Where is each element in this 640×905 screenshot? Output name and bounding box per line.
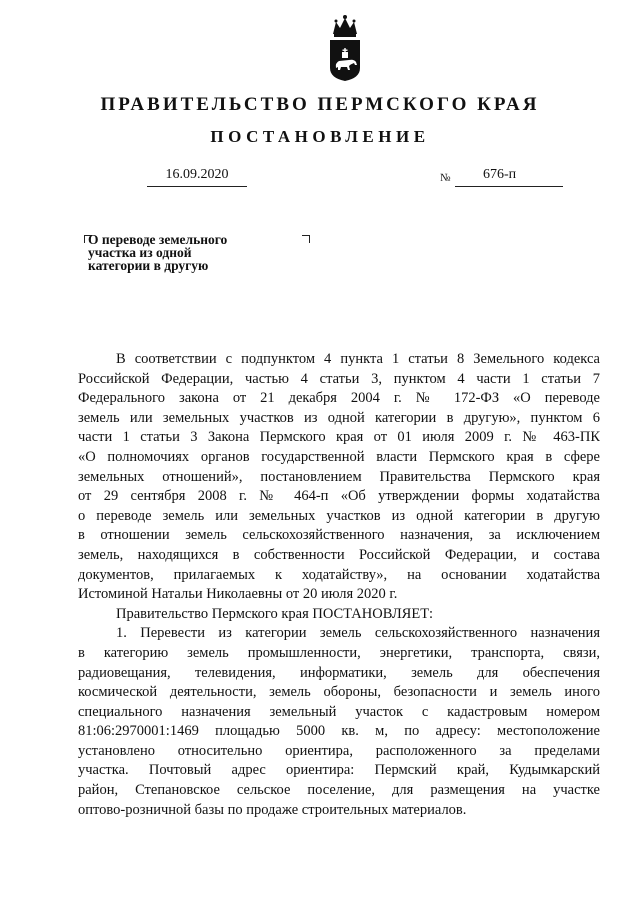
- body-line: земельных отношений», постановлением Правительства Пермского края: [78, 468, 600, 485]
- government-title: ПРАВИТЕЛЬСТВО ПЕРМСКОГО КРАЯ: [100, 94, 540, 115]
- body-line: 81:06:2970001:1469 площадью 5000 кв. м, по адресу: местоположение: [78, 723, 600, 740]
- body-line: Федерального закона от 21 декабря 2004 г. № 172-ФЗ «О переводе: [78, 390, 600, 407]
- document-number: 676-п: [483, 167, 517, 182]
- body-line: «О полномочиях органов государственной власти Пермского края в сфере: [78, 448, 600, 465]
- subject-corner-mark-right: [302, 235, 310, 243]
- body-line: установлено относительно ориентира, расположенного за пределами: [78, 742, 600, 759]
- document-type: ПОСТАНОВЛЕНИЕ: [210, 127, 430, 146]
- crown-icon: [333, 15, 357, 37]
- body-line: земель, находящихся в собственности Российской Федерации, и состава: [78, 546, 600, 563]
- body-line: земель или земельных участков из одной категории в другую», пунктом 6: [78, 409, 600, 426]
- document-subject: [88, 233, 288, 272]
- body-line: 1. Перевести из категории земель сельскохозяйственного назначения: [116, 625, 600, 642]
- body-line: участка. Почтовый адрес ориентира: Пермский край, Кудымкарский: [78, 762, 600, 779]
- body-line: Истоминой Натальи Николаевны от 20 июля 2020 г.: [78, 586, 398, 603]
- body-line: о переводе земель или земельных участков из одной категории в другую: [78, 507, 600, 524]
- body-line: оптово-розничной базы по продаже строительных материалов.: [78, 801, 467, 818]
- document-date: 16.09.2020: [147, 166, 247, 187]
- body-line: Правительство Пермского края ПОСТАНОВЛЯЕТ:: [116, 605, 434, 622]
- body-line: документов, прилагаемых к ходатайству», на основании ходатайства: [78, 566, 600, 583]
- subject-line: категории в другую: [88, 258, 209, 273]
- body-line: специального назначения земельный участок с кадастровым номером: [78, 703, 600, 720]
- body-line: от 29 сентября 2008 г. № 464-п «Об утверждении формы ходатайства: [78, 488, 600, 505]
- body-line: радиовещания, телевидения, информатики, земель для обеспечения: [78, 664, 600, 681]
- body-line: В соответствии с подпунктом 4 пункта 1 статьи 8 Земельного кодекса: [116, 351, 600, 367]
- body-line: район, Степановское сельское поселение, для размещения на участке: [78, 782, 600, 799]
- perm-krai-coat-of-arms-icon: [327, 14, 363, 82]
- document-body: [78, 350, 600, 820]
- document-number-field: [455, 166, 563, 187]
- body-line: космической деятельности, земель обороны, безопасности и земель иного: [78, 684, 600, 701]
- body-line: части 1 статьи 3 Закона Пермского края от 01 июля 2009 г. № 463-ПК: [78, 429, 600, 446]
- body-line: в категорию земель промышленности, энергетики, транспорта, связи,: [78, 644, 600, 661]
- subject-line: О переводе земельного: [88, 232, 228, 247]
- body-line: Российской Федерации, частью 4 статьи 3, пунктом 4 части 1 статьи 7: [78, 370, 600, 387]
- body-line: в отношении земель сельскохозяйственного назначения, за исключением: [78, 527, 600, 544]
- number-sign: №: [440, 172, 451, 184]
- subject-line: участка из одной: [88, 245, 192, 260]
